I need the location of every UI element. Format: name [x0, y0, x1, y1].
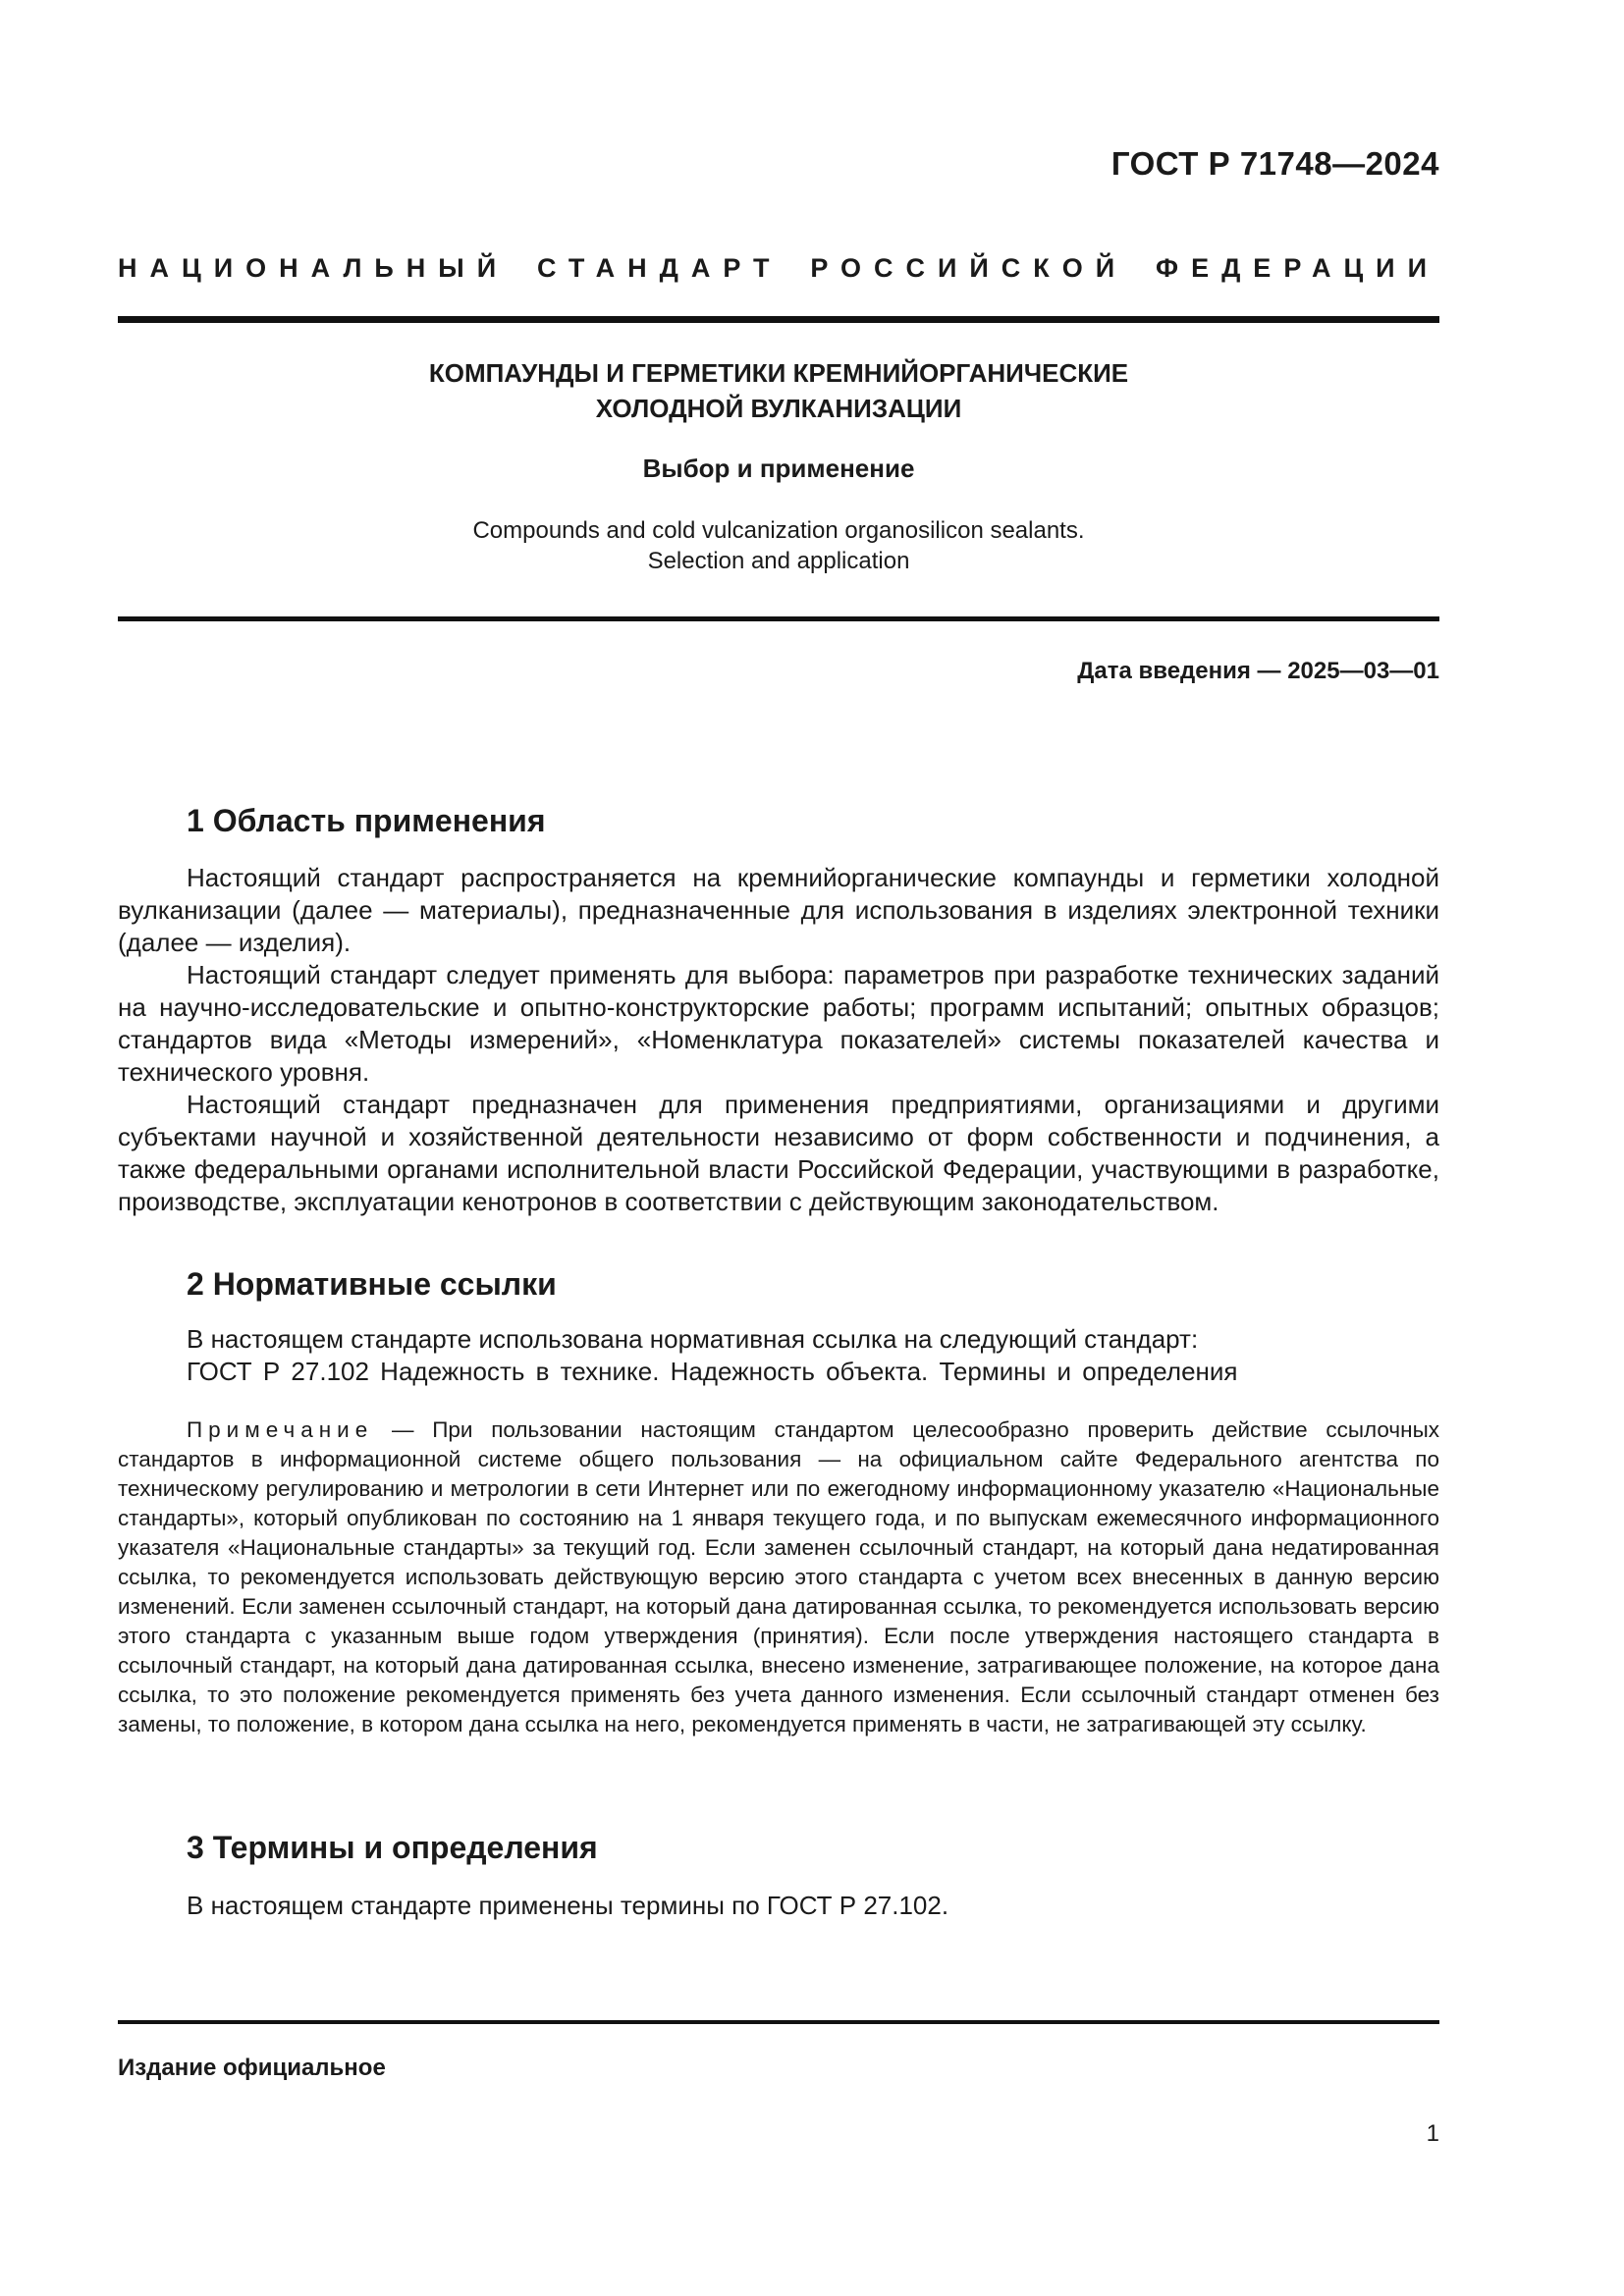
footer-divider: [118, 2020, 1439, 2024]
section-3-paragraph: В настоящем стандарте применены термины по ГОСТ Р 27.102.: [187, 1891, 949, 1920]
edition-label: Издание официальное: [118, 2055, 386, 2081]
page-number: 1: [1426, 2120, 1439, 2147]
english-title-line-1: Compounds and cold vulcanization organosilicon sealants.: [472, 517, 1085, 544]
title-line-1: КОМПАУНДЫ И ГЕРМЕТИКИ КРЕМНИЙОРГАНИЧЕСКИЕ: [428, 358, 1129, 388]
gost-code: ГОСТ Р 71748—2024: [1110, 145, 1439, 182]
section-3-body: [118, 1890, 1439, 1922]
note-label: Примечание: [187, 1417, 374, 1442]
section-1-paragraph: Настоящий стандарт распространяется на кремнийорганические компаунды и герметики холодной вулканизации (далее — материалы), предназначенные для использования в изделиях электронной техники (далее — изделия).: [118, 863, 1439, 957]
section-2-heading: 2 Нормативные ссылки: [187, 1266, 557, 1302]
english-title-line-2: Selection and application: [647, 548, 910, 574]
note-text: — При пользовании настоящим стандартом целесообразно проверить действие ссылочных стандартов в информационной системе общего пользования — на официальном сайте Федерального агентства по техническому регулированию и метрологии в сети Интернет или по ежегодному информационному указателю «Национальные стандарты», который опубликован по состоянию на 1 января текущего года, и по выпускам ежемесячного информационного указателя «Национальные стандарты» за текущий год. Если заменен ссылочный стандарт, на который дана недатированная ссылка, то рекомендуется использовать действующую версию этого стандарта с учетом всех внесенных в данную версию изменений. Если заменен ссылочный стандарт, на который дана датированная ссылка, то рекомендуется использовать версию этого стандарта с указанным выше годом утверждения (принятия). Если после утверждения настоящего стандарта в ссылочный стандарт, на который дана датированная ссылка, внесено изменение, затрагивающее положение, на которое дана ссылка, то это положение рекомендуется применять без учета данного изменения. Если ссылочный стандарт отменен без замены, то положение, в котором дана ссылка на него, рекомендуется применять в части, не затрагивающей эту ссылку.: [118, 1417, 1439, 1736]
introduction-date: Дата введения — 2025—03—01: [1077, 658, 1439, 684]
section-2-paragraph: В настоящем стандарте использована нормативная ссылка на следующий стандарт:: [187, 1324, 1199, 1354]
section-2-body: [118, 1323, 1439, 1388]
section-1-heading: 1 Область применения: [187, 803, 546, 838]
title-line-2: ХОЛОДНОЙ ВУЛКАНИЗАЦИИ: [595, 394, 962, 423]
section-1-paragraph: Настоящий стандарт следует применять для выбора: параметров при разработке технических заданий на научно-исследовательские и опытно-конструкторские работы; программ испытаний; опытных образцов; стандартов вида «Методы измерений», «Номенклатура показателей» системы показателей качества и технического уровня.: [118, 960, 1439, 1087]
section-1-paragraph: Настоящий стандарт предназначен для применения предприятиями, организациями и другими субъектами научной и хозяйственной деятельности независимо от форм собственности и подчинения, а также федеральными органами исполнительной власти Российской Федерации, участвующими в разработке, производстве, эксплуатации кенотронов в соответствии с действующим законодательством.: [118, 1090, 1439, 1216]
normative-reference: ГОСТ Р 27.102 Надежность в технике. Надежность объекта. Термины и определения: [187, 1357, 1238, 1386]
section-3-heading: 3 Термины и определения: [187, 1830, 598, 1865]
document-title: [118, 355, 1439, 426]
national-standard-heading: НАЦИОНАЛЬНЫЙ СТАНДАРТ РОССИЙСКОЙ ФЕДЕРАЦИИ: [118, 253, 1439, 283]
section-2-note: [118, 1415, 1439, 1739]
document-subtitle: Выбор и применение: [642, 454, 915, 483]
top-divider: [118, 316, 1439, 323]
section-1-body: [118, 862, 1439, 1218]
title-divider: [118, 616, 1439, 621]
english-title: [118, 515, 1439, 576]
